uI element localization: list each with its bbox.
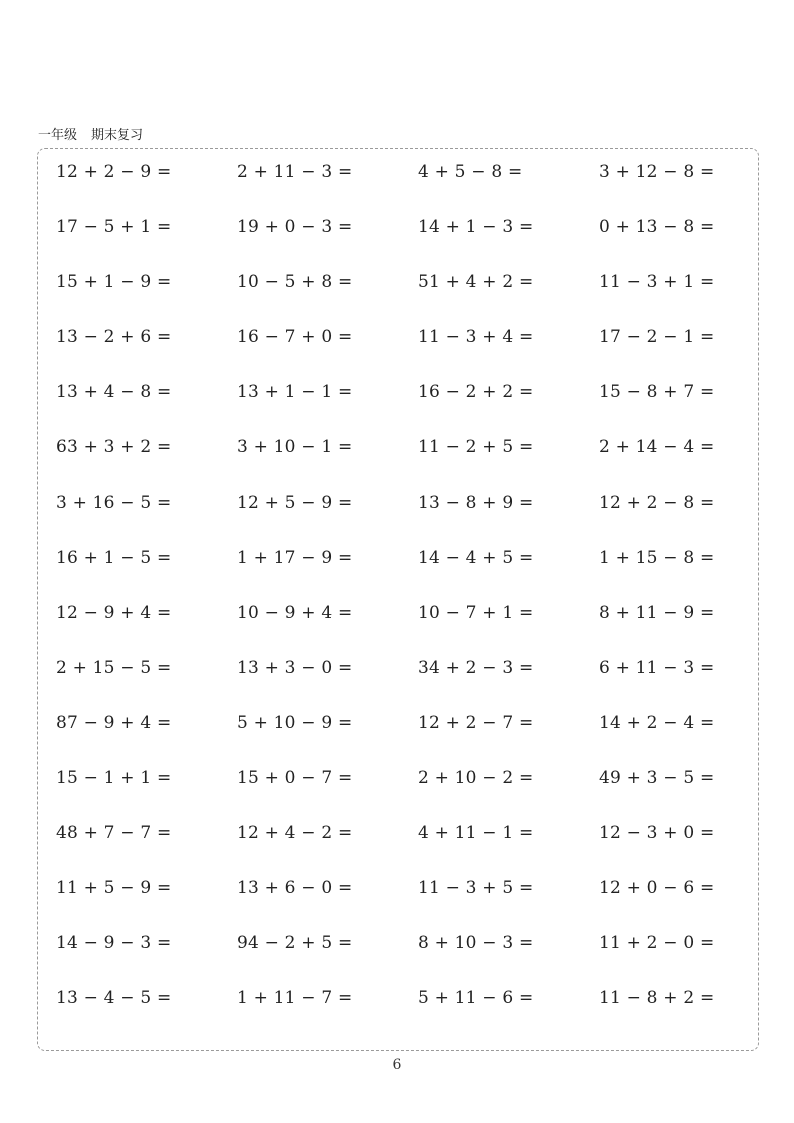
math-problem: 14 + 1 − 3 = — [418, 217, 534, 238]
math-problem: 5 + 10 − 9 = — [237, 712, 353, 733]
math-problem: 2 + 15 − 5 = — [56, 657, 172, 678]
math-problem: 49 + 3 − 5 = — [599, 768, 715, 789]
math-problem: 17 − 2 − 1 = — [599, 327, 715, 348]
math-problem: 14 − 4 + 5 = — [418, 547, 534, 568]
grade-label: 一年级 — [38, 128, 78, 143]
math-problem: 11 − 3 + 4 = — [418, 327, 534, 348]
math-problem: 13 + 4 − 8 = — [56, 382, 172, 403]
math-problem: 16 − 2 + 2 = — [418, 382, 534, 403]
math-problem: 13 + 1 − 1 = — [237, 382, 353, 403]
math-problem: 12 + 5 − 9 = — [237, 492, 353, 513]
math-problem: 12 + 2 − 7 = — [418, 712, 534, 733]
page-number: 6 — [392, 1057, 402, 1073]
math-problem: 13 + 3 − 0 = — [237, 657, 353, 678]
math-problem: 14 − 9 − 3 = — [56, 933, 172, 954]
math-problem: 15 + 1 − 9 = — [56, 272, 172, 293]
math-problem: 14 + 2 − 4 = — [599, 712, 715, 733]
math-problem: 11 − 3 + 5 = — [418, 878, 534, 899]
math-problem: 16 − 7 + 0 = — [237, 327, 353, 348]
math-problem: 4 + 11 − 1 = — [418, 823, 534, 844]
math-problem: 12 + 4 − 2 = — [237, 823, 353, 844]
math-problem: 13 − 2 + 6 = — [56, 327, 172, 348]
math-problem: 17 − 5 + 1 = — [56, 217, 172, 238]
math-problem: 10 − 7 + 1 = — [418, 602, 534, 623]
math-problem: 15 − 8 + 7 = — [599, 382, 715, 403]
math-problem: 11 + 2 − 0 = — [599, 933, 715, 954]
math-problem: 6 + 11 − 3 = — [599, 657, 715, 678]
math-problem: 94 − 2 + 5 = — [237, 933, 353, 954]
math-problem: 19 + 0 − 3 = — [237, 217, 353, 238]
math-problem: 15 + 0 − 7 = — [237, 768, 353, 789]
math-problem: 34 + 2 − 3 = — [418, 657, 534, 678]
math-problem: 13 + 6 − 0 = — [237, 878, 353, 899]
problem-grid — [56, 145, 746, 1027]
math-problem: 2 + 10 − 2 = — [418, 768, 534, 789]
worksheet-title: 期末复习 — [91, 128, 144, 143]
math-problem: 8 + 10 − 3 = — [418, 933, 534, 954]
math-problem: 13 − 4 − 5 = — [56, 988, 172, 1009]
math-problem: 11 + 5 − 9 = — [56, 878, 172, 899]
math-problem: 87 − 9 + 4 = — [56, 712, 172, 733]
math-problem: 12 − 9 + 4 = — [56, 602, 172, 623]
math-problem: 48 + 7 − 7 = — [56, 823, 172, 844]
math-problem: 1 + 17 − 9 = — [237, 547, 353, 568]
math-problem: 15 − 1 + 1 = — [56, 768, 172, 789]
math-problem: 1 + 11 − 7 = — [237, 988, 353, 1009]
math-problem: 12 + 2 − 8 = — [599, 492, 715, 513]
math-problem: 3 + 12 − 8 = — [599, 162, 715, 182]
math-problem: 0 + 13 − 8 = — [599, 217, 715, 238]
math-problem: 8 + 11 − 9 = — [599, 602, 715, 623]
math-problem: 51 + 4 + 2 = — [418, 272, 534, 293]
math-problem: 10 − 9 + 4 = — [237, 602, 353, 623]
math-problem: 12 + 2 − 9 = — [56, 162, 172, 182]
math-problem: 12 − 3 + 0 = — [599, 823, 715, 844]
math-problem: 11 − 2 + 5 = — [418, 437, 534, 458]
math-problem: 63 + 3 + 2 = — [56, 437, 172, 458]
math-problem: 16 + 1 − 5 = — [56, 547, 172, 568]
math-problem: 10 − 5 + 8 = — [237, 272, 353, 293]
math-problem: 1 + 15 − 8 = — [599, 547, 715, 568]
math-problem: 11 − 8 + 2 = — [599, 988, 715, 1009]
math-problem: 3 + 10 − 1 = — [237, 437, 353, 458]
math-problem: 2 + 14 − 4 = — [599, 437, 715, 458]
math-problem: 13 − 8 + 9 = — [418, 492, 534, 513]
math-problem: 12 + 0 − 6 = — [599, 878, 715, 899]
worksheet-header — [38, 124, 143, 143]
math-problem: 3 + 16 − 5 = — [56, 492, 172, 513]
math-problem: 2 + 11 − 3 = — [237, 162, 353, 182]
math-problem: 5 + 11 − 6 = — [418, 988, 534, 1009]
math-problem: 4 + 5 − 8 = — [418, 162, 523, 182]
math-problem: 11 − 3 + 1 = — [599, 272, 715, 293]
